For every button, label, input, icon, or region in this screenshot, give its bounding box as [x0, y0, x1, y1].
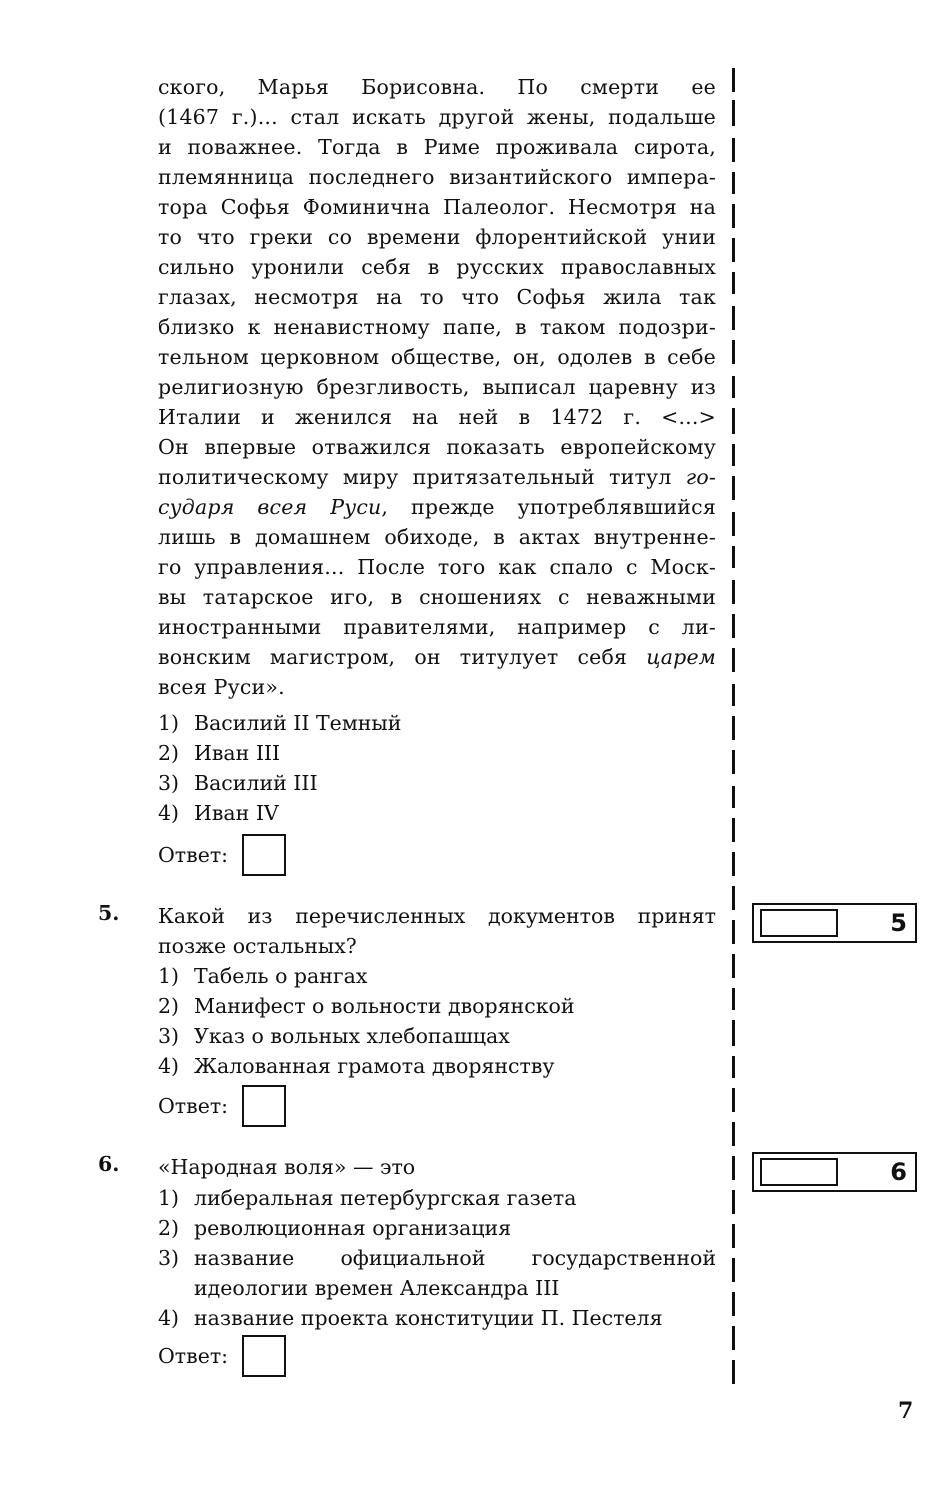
cut-line-dash	[732, 1326, 735, 1350]
passage-line	[158, 462, 716, 492]
cut-line-dash	[732, 340, 735, 364]
option-number: 2)	[158, 994, 180, 1018]
passage-italic: сударя всея Руси	[158, 495, 382, 519]
option-number: 2)	[158, 741, 180, 765]
passage-line: всея Руси».	[158, 675, 285, 699]
option[interactable]	[158, 1051, 575, 1081]
option-number: 4)	[158, 801, 180, 825]
option[interactable]	[158, 738, 401, 768]
option-text: Жалованная грамота дворянству	[194, 1054, 555, 1078]
passage-italic: го-	[685, 465, 717, 489]
option[interactable]	[158, 708, 401, 738]
cut-line-dash	[732, 1224, 735, 1248]
cut-line-dash	[732, 852, 735, 876]
cut-line-dash	[732, 272, 735, 294]
passage-line: племянница последнего византийского импера-	[158, 165, 716, 189]
option[interactable]	[158, 768, 401, 798]
score-input[interactable]	[760, 1158, 838, 1186]
cut-line-dash	[732, 1258, 735, 1282]
passage-line: глазах, несмотря на то что Софья жила так	[158, 285, 716, 309]
score-box	[752, 1152, 917, 1192]
cut-line-dash	[732, 1056, 735, 1078]
answer-label: Ответ:	[158, 1094, 229, 1118]
cut-line-dash	[732, 1190, 735, 1214]
q4-answer	[158, 834, 286, 876]
answer-box[interactable]	[242, 834, 286, 876]
option[interactable]	[158, 1021, 575, 1051]
passage-text: вонским магистром, он титулует себя	[158, 645, 628, 669]
option-number: 4)	[158, 1306, 180, 1330]
question-text	[158, 901, 716, 961]
cut-line-dash	[732, 684, 735, 706]
option-text: Василий II Темный	[194, 711, 402, 735]
cut-line-dash	[732, 886, 735, 910]
cut-line-dash	[732, 1292, 735, 1316]
cut-line-dash	[732, 100, 735, 126]
cut-line-dash	[732, 512, 735, 536]
option[interactable]	[158, 1183, 716, 1213]
q5-options	[158, 961, 575, 1081]
score-label: 6	[890, 1158, 907, 1186]
cut-line-dash	[732, 408, 735, 434]
cut-line-dash	[732, 614, 735, 638]
option-number: 3)	[158, 1246, 180, 1270]
passage-line: лишь в домашнем обиходе, в актах внутренне-	[158, 525, 716, 549]
cut-line-dash	[732, 68, 735, 92]
option-number: 4)	[158, 1054, 180, 1078]
passage-line: близко к ненавистному папе, в таком подозри-	[158, 315, 716, 339]
option[interactable]	[158, 1213, 716, 1243]
cut-line-dash	[732, 648, 735, 672]
passage-line	[158, 642, 716, 672]
passage-line: тельном церковном обществе, он, одолев в себе	[158, 345, 716, 369]
option-text: революционная организация	[194, 1216, 512, 1240]
cut-line-dash	[732, 580, 735, 604]
option-number: 1)	[158, 1186, 180, 1210]
passage-line: ского, Марья Борисовна. По смерти ее	[158, 75, 716, 99]
cut-line-dash	[732, 1020, 735, 1046]
option-text: идеологии времен Александра III	[194, 1276, 560, 1300]
cut-line-dash	[732, 238, 735, 262]
cut-line-dash	[732, 306, 735, 330]
passage-line: (1467 г.)... стал искать другой жены, подальше	[158, 105, 716, 129]
answer-box[interactable]	[242, 1335, 286, 1377]
cut-line-dash	[732, 988, 735, 1010]
question-line: Какой из перечисленных документов принят	[158, 904, 716, 928]
passage-line: религиозную брезгливость, выписал царевну из	[158, 375, 716, 399]
passage-text: политическому миру притязательный титул	[158, 465, 672, 489]
cut-line-dash	[732, 376, 735, 398]
cut-line-dash	[732, 476, 735, 500]
cut-line-dash	[732, 750, 735, 774]
q5-answer	[158, 1085, 286, 1127]
option-text: либеральная петербургская газета	[194, 1186, 577, 1210]
score-label: 5	[890, 909, 907, 937]
option-text: Иван III	[194, 741, 281, 765]
cut-line-dash	[732, 716, 735, 740]
cut-line-dash	[732, 204, 735, 228]
cut-line-dash	[732, 818, 735, 842]
option[interactable]	[158, 1243, 716, 1303]
cut-line-dash	[732, 546, 735, 568]
option-number: 2)	[158, 1216, 180, 1240]
answer-box[interactable]	[242, 1085, 286, 1127]
cut-line-dash	[732, 1156, 735, 1180]
answer-label: Ответ:	[158, 1344, 229, 1368]
page-number: 7	[898, 1398, 914, 1424]
cut-line-dash	[732, 172, 735, 194]
q6-answer	[158, 1335, 286, 1377]
option-number: 3)	[158, 1024, 180, 1048]
q4-options	[158, 708, 401, 828]
passage-line: сильно уронили себя в русских православных	[158, 255, 716, 279]
option-text: Табель о рангах	[194, 964, 368, 988]
cut-line-dash	[732, 954, 735, 978]
option-text: Указ о вольных хлебопашцах	[194, 1024, 510, 1048]
option-text: название проекта конституции П. Пестеля	[194, 1306, 663, 1330]
score-box	[752, 903, 917, 943]
cut-line-dash	[732, 1360, 735, 1384]
passage-italic: царем	[646, 645, 716, 669]
cut-line-dash	[732, 1122, 735, 1146]
option-number: 3)	[158, 771, 180, 795]
passage-line: Он впервые отважился показать европейскому	[158, 435, 716, 459]
passage-line: иностранными правителями, например с ли-	[158, 615, 716, 639]
question-number: 5.	[98, 901, 120, 925]
cut-line-dash	[732, 786, 735, 808]
option-number: 1)	[158, 964, 180, 988]
question-number: 6.	[98, 1152, 120, 1176]
passage-line: и поважнее. Тогда в Риме проживала сирота,	[158, 135, 716, 159]
answer-label: Ответ:	[158, 843, 229, 867]
option-text: Иван IV	[194, 801, 279, 825]
passage-line: вы татарское иго, в сношениях с неважными	[158, 585, 716, 609]
cut-line-dash	[732, 920, 735, 944]
cut-line-dash	[732, 444, 735, 466]
passage-line: то что греки со времени флорентийской унии	[158, 225, 716, 249]
option-text: название официальной государственной	[194, 1246, 716, 1270]
passage-line: го управления... После того как спало с Моск-	[158, 555, 716, 579]
cut-line-dash	[732, 138, 735, 162]
option-number: 1)	[158, 711, 180, 735]
option[interactable]	[158, 1303, 716, 1333]
question-line: позже остальных?	[158, 934, 357, 958]
option[interactable]	[158, 961, 575, 991]
option-text: Василий III	[194, 771, 318, 795]
question-text	[158, 1152, 716, 1182]
passage-line: тора Софья Фоминична Палеолог. Несмотря на	[158, 195, 716, 219]
option[interactable]	[158, 991, 575, 1021]
source-passage	[158, 72, 716, 702]
passage-text: , прежде употреблявшийся	[381, 495, 716, 519]
passage-line: Италии и женился на ней в 1472 г. <...>	[158, 405, 716, 429]
passage-line	[158, 492, 716, 522]
option[interactable]	[158, 798, 401, 828]
question-line: «Народная воля» — это	[158, 1155, 416, 1179]
option-text: Манифест о вольности дворянской	[194, 994, 575, 1018]
cut-line-dash	[732, 1088, 735, 1112]
q6-options	[158, 1183, 716, 1333]
score-input[interactable]	[760, 909, 838, 937]
